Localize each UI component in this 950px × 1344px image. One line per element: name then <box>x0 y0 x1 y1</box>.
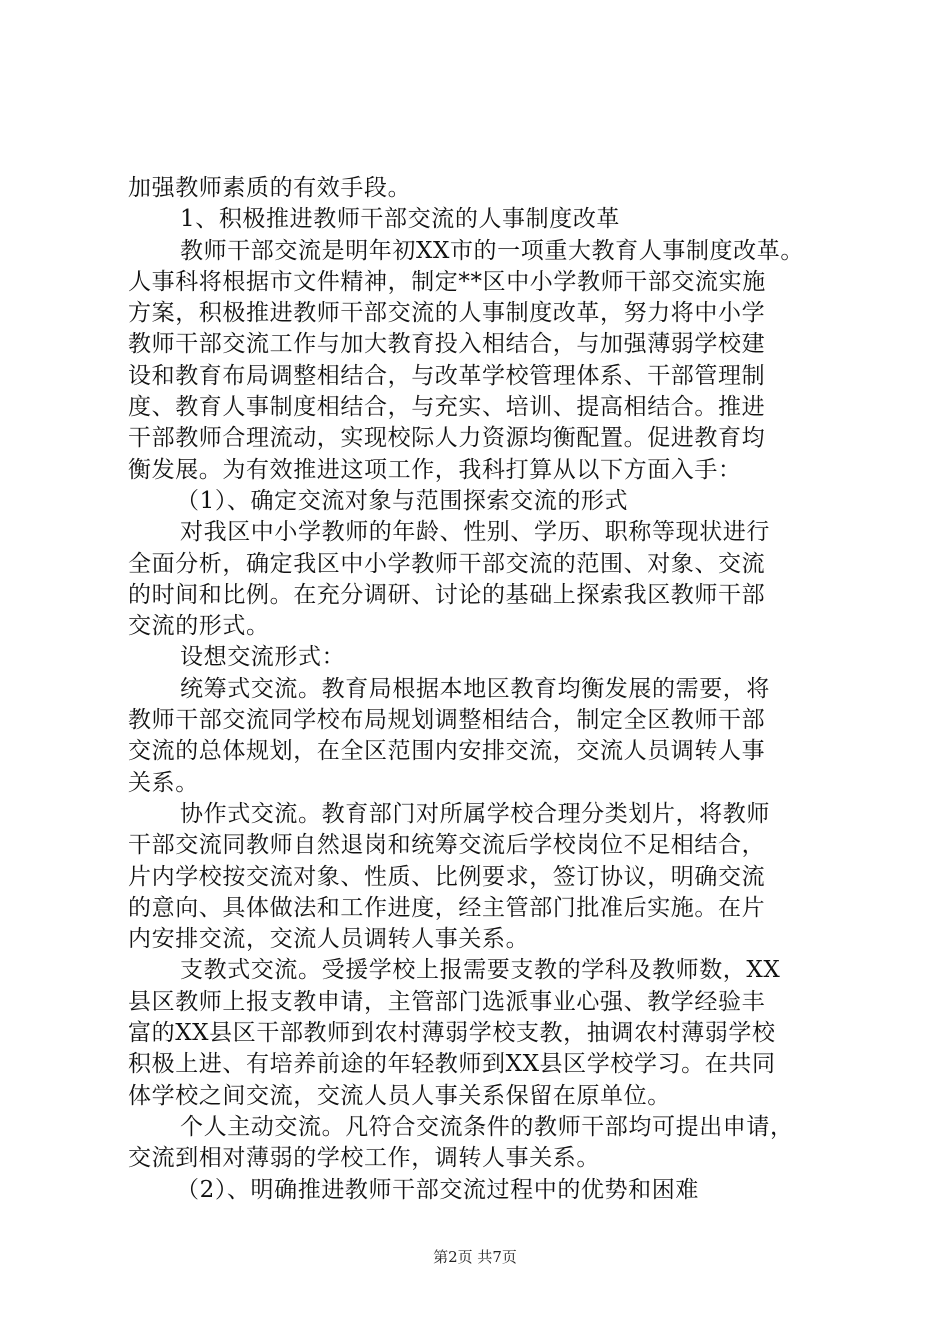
text-line: 交流的形式。 <box>128 613 270 640</box>
text-line: 的时间和比例。在充分调研、讨论的基础上探索我区教师干部 <box>128 581 766 608</box>
text-line: 积极上进、有培养前途的年轻教师到XX县区学校学习。在共同 <box>128 1051 776 1078</box>
text-line: （1）、确定交流对象与范围探索交流的形式 <box>176 487 629 514</box>
text-line: 体学校之间交流，交流人员人事关系保留在原单位。 <box>128 1082 671 1109</box>
text-line: 加强教师素质的有效手段。 <box>128 175 412 201</box>
text-line: 教师干部交流同学校布局规划调整相结合，制定全区教师干部 <box>128 707 766 734</box>
text-line: 交流的总体规划，在全区范围内安排交流，交流人员调转人事 <box>128 738 766 765</box>
text-line: 设和教育布局调整相结合，与改革学校管理体系、干部管理制 <box>128 362 766 389</box>
text-line: 度、教育人事制度相结合，与充实、培训、提高相结合。推进 <box>128 394 766 421</box>
text-line: 片内学校按交流对象、性质、比例要求，签订协议，明确交流 <box>128 863 766 890</box>
text-line: 教师干部交流工作与加大教育投入相结合，与加强薄弱学校建 <box>128 331 766 358</box>
text-line: 全面分析，确定我区中小学教师干部交流的范围、对象、交流 <box>128 550 766 577</box>
text-line: 干部教师合理流动，实现校际人力资源均衡配置。促进教育均 <box>128 425 766 452</box>
text-line: （2）、明确推进教师干部交流过程中的优势和困难 <box>176 1176 699 1203</box>
text-line: 1、积极推进教师干部交流的人事制度改革 <box>180 206 621 233</box>
text-line: 统筹式交流。教育局根据本地区教育均衡发展的需要，将 <box>180 675 770 702</box>
text-line: 协作式交流。教育部门对所属学校合理分类划片，将教师 <box>180 800 770 827</box>
text-line: 对我区中小学教师的年龄、性别、学历、职称等现状进行 <box>180 519 770 546</box>
text-line: 富的XX县区干部教师到农村薄弱学校支教，抽调农村薄弱学校 <box>128 1020 776 1047</box>
text-line: 干部交流同教师自然退岗和统筹交流后学校岗位不足相结合， <box>128 832 766 859</box>
text-line: 教师干部交流是明年初XX市的一项重大教育人事制度改革。 <box>180 237 804 264</box>
text-line: 关系。 <box>128 769 199 796</box>
text-line: 设想交流形式： <box>180 644 346 671</box>
text-line: 支教式交流。受援学校上报需要支教的学科及教师数，XX <box>180 957 781 984</box>
text-line: 县区教师上报支教申请，主管部门选派事业心强、教学经验丰 <box>128 988 766 1015</box>
document-body <box>128 173 828 1206</box>
text-line: 个人主动交流。凡符合交流条件的教师干部均可提出申请， <box>180 1113 794 1140</box>
text-line: 交流到相对薄弱的学校工作，调转人事关系。 <box>128 1145 600 1172</box>
text-line: 人事科将根据市文件精神，制定**区中小学教师干部交流实施 <box>128 268 766 295</box>
page-footer: 第2页 共7页 <box>433 1248 517 1266</box>
text-line: 方案，积极推进教师干部交流的人事制度改革，努力将中小学 <box>128 300 766 327</box>
text-line: 衡发展。为有效推进这项工作，我科打算从以下方面入手： <box>128 456 742 483</box>
text-line: 的意向、具体做法和工作进度，经主管部门批准后实施。在片 <box>128 894 766 921</box>
text-line: 内安排交流，交流人员调转人事关系。 <box>128 926 530 953</box>
